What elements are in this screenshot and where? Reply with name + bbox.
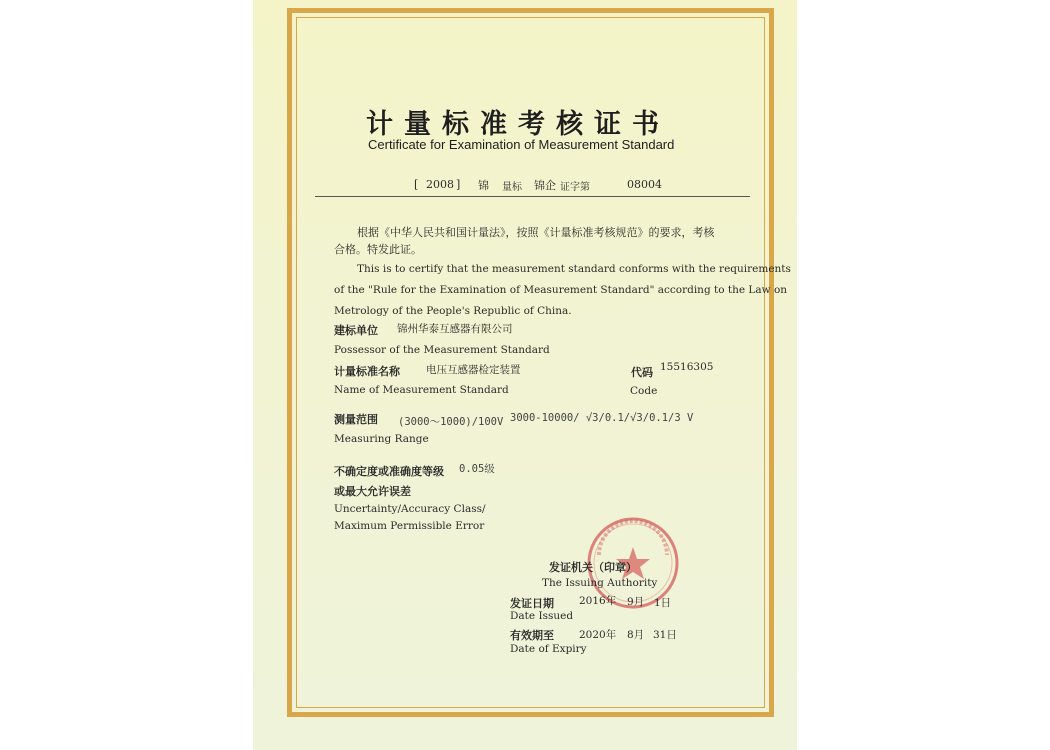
uncertainty-label-cn-1: 不确定度或准确度等级 — [334, 465, 444, 478]
code-label-cn: 代码 — [631, 366, 653, 379]
uncertainty-label-en-1: Uncertainty/Accuracy Class/ — [334, 503, 486, 515]
intro-en-line-1: This is to certify that the measurement standard conforms with the requirements — [357, 263, 791, 275]
authority-label-en: The Issuing Authority — [542, 577, 658, 589]
number-year: 2008 — [426, 178, 454, 191]
authority-label-cn: 发证机关（印章） — [549, 561, 637, 574]
title-chinese: 计量标准考核证书 — [366, 109, 670, 140]
standard-name-value: 电压互感器检定装置 — [426, 364, 521, 376]
expiry-month: 8月 — [627, 629, 645, 641]
certificate-number: 08004 — [627, 178, 662, 191]
intro-en-line-3: Metrology of the People's Republic of China. — [334, 305, 572, 317]
issued-day: 1日 — [654, 597, 672, 609]
issued-label-cn: 发证日期 — [510, 597, 554, 610]
expiry-year: 2020年 — [579, 629, 617, 641]
range-label-cn: 测量范围 — [334, 413, 378, 426]
range-value-1: (3000～1000)/100V — [398, 416, 504, 428]
uncertainty-value: 0.05级 — [459, 463, 495, 475]
possessor-value: 锦州华泰互感器有限公司 — [397, 323, 513, 335]
uncertainty-label-cn-2: 或最大允许误差 — [334, 485, 411, 498]
intro-en-line-2: of the "Rule for the Examination of Measurement Standard" according to the Law on — [334, 284, 788, 296]
number-bracket-open: [ — [414, 178, 419, 191]
number-bracket-close: ] — [456, 178, 461, 191]
code-value: 15516305 — [660, 361, 714, 373]
range-label-en: Measuring Range — [334, 433, 429, 445]
title-english: Certificate for Examination of Measurement Standard — [368, 137, 675, 152]
issued-year: 2016年 — [579, 595, 617, 607]
code-label-en: Code — [630, 385, 658, 397]
divider-line — [315, 196, 750, 197]
possessor-label-en: Possessor of the Measurement Standard — [334, 344, 550, 356]
expiry-label-en: Date of Expiry — [510, 643, 587, 655]
number-char-4: 证字第 — [560, 182, 590, 193]
range-value-2: 3000-10000/ √3/0.1/√3/0.1/3 V — [510, 412, 694, 424]
uncertainty-label-en-2: Maximum Permissible Error — [334, 520, 485, 532]
number-char-3: 锦企 — [534, 179, 556, 192]
standard-name-label-en: Name of Measurement Standard — [334, 384, 509, 396]
issued-label-en: Date Issued — [510, 610, 574, 622]
expiry-day: 31日 — [653, 629, 677, 641]
intro-cn-line-2: 合格。特发此证。 — [334, 243, 422, 256]
possessor-label-cn: 建标单位 — [334, 324, 378, 337]
number-char-2: 量标 — [502, 182, 522, 193]
issued-month: 9月 — [627, 596, 645, 608]
expiry-label-cn: 有效期至 — [510, 629, 554, 642]
standard-name-label-cn: 计量标准名称 — [334, 365, 400, 378]
number-char-1: 锦 — [478, 179, 489, 192]
intro-cn-line-1: 根据《中华人民共和国计量法》，按照《计量标准考核规范》的要求，考核 — [357, 226, 715, 239]
